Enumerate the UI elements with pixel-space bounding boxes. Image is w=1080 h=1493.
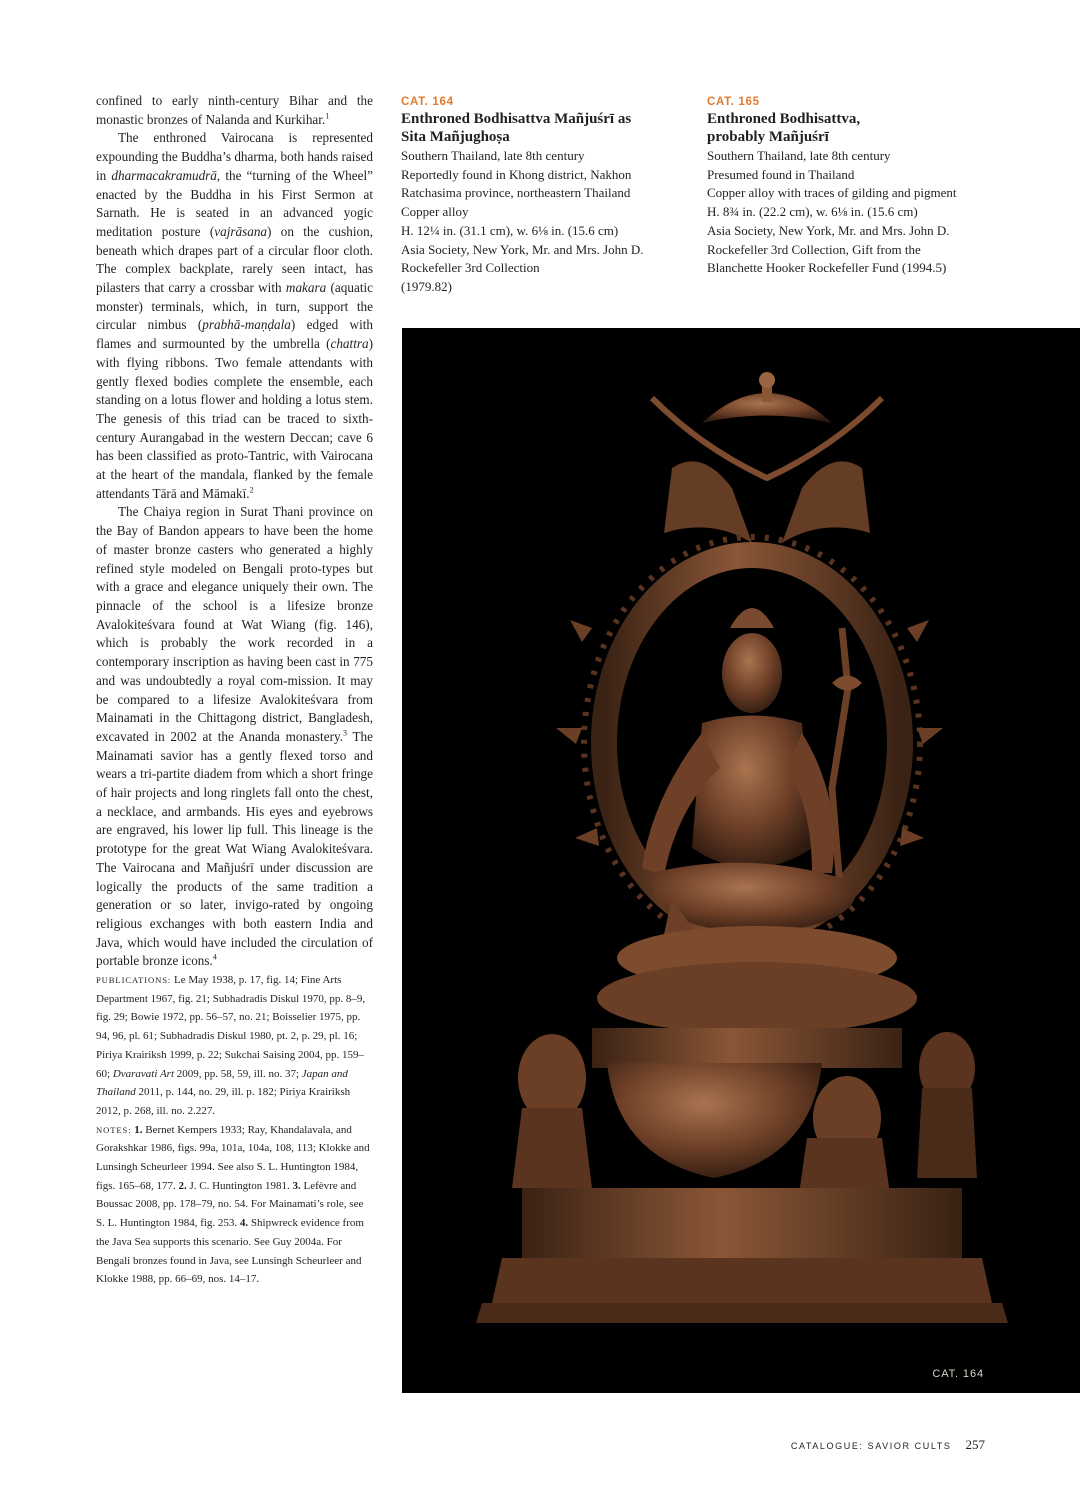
notes-label: NOTES: [96,1124,132,1135]
catalogue-line: Presumed found in Thailand [707,166,855,182]
catalogue-number: CAT. 165 [707,96,760,108]
publications-label: PUBLICATIONS: [96,975,172,986]
catalogue-line: Copper alloy with traces of gilding and pigment [707,185,957,201]
catalogue-line: H. 8¾ in. (22.2 cm), w. 6⅛ in. (15.6 cm) [707,204,918,220]
note-ref-3: 3 [343,728,347,738]
catalogue-line: Reportedly found in Khong district, Nakhon [401,166,632,182]
note-ref-4: 4 [212,952,217,962]
paragraph-1: confined to early ninth-century Bihar and the monastic bronzes of Nalanda and Kurkihar.$^1$ [96,93,373,127]
catalogue-line: (1979.82) [401,278,452,294]
body-text-column [96,92,373,1289]
page-number: 257 [965,1437,985,1452]
publications-block: PUBLICATIONS: Le May 1938, p. 17, fig. 14; Fine Arts Department 1967, fig. 21; Subhadradis Diskul 1970, pp. 8–9, fig. 29; Bowie 1972, pp. 56–57, no. 21; Boisselier 1975, pp. 94, 96, pl. 61; Subhadradis Diskul 1980, pt. 2, p. 29, pl. 16; Piriya Krairiksh 1999, p. 22; Sukchai Saising 2004, pp. 159–60; Dvaravati Art 2009, pp. 58, 59, ill. no. 37; Japan and Thailand 2011, p. 144, no. 29, ill. p. 182; Piriya Krairiksh 2012, p. 268, ill. no. 2.227. [96,974,366,1117]
running-footer [700,1436,985,1454]
bronze-sculpture-illustration [402,328,1080,1393]
catalogue-title: Enthroned Bodhisattva Mañjuśrī as Sita Mañjughoṣa [401,111,632,145]
running-footer-section: CATALOGUE: SAVIOR CULTS [790,1441,952,1451]
bronze-sculpture-photo [402,328,1080,1393]
photo-caption: CAT. 164 [932,1368,984,1380]
catalogue-line: Copper alloy [401,204,469,220]
catalogue-entry-164 [401,94,679,297]
note-ref-1: 1 [325,111,330,121]
catalogue-line: Ratchasima province, northeastern Thailand [401,185,631,201]
catalogue-line: Rockefeller 3rd Collection [401,260,540,276]
catalogue-line: Asia Society, New York, Mr. and Mrs. John D. [707,222,950,238]
catalogue-line: Rockefeller 3rd Collection, Gift from the [707,241,921,257]
catalogue-number: CAT. 164 [401,96,454,108]
catalogue-line: H. 12¼ in. (31.1 cm), w. 6⅛ in. (15.6 cm) [401,222,619,238]
notes-block: NOTES: 1. Bernet Kempers 1933; Ray, Khandalavala, and Gorakshkar 1986, figs. 99a, 101a, 104a, 108, 113; Klokke and Lunsingh Scheurleer 1994. See also S. L. Huntington 1984, figs. 165–68, 177. 2. J. C. Huntington 1981. 3. Lefèvre and Boussac 2008, pp. 178–79, no. 54. For Mainamati’s role, see S. L. Huntington 1984, fig. 253. 4. Shipwreck evidence from the Java Sea supports this scenario. See Guy 2004a. For Bengali bronzes found in Java, see Lunsingh Scheurleer and Klokke 1988, pp. 66–69, nos. 14–17. [96,1123,370,1286]
catalogue-line: Southern Thailand, late 8th century [401,148,585,163]
note-ref-2: 2 [249,485,254,495]
catalogue-title: Enthroned Bodhisattva, probably Mañjuśrī [707,111,861,145]
catalogue-line: Blanchette Hooker Rockefeller Fund (1994.5) [707,260,947,276]
catalogue-line: Asia Society, New York, Mr. and Mrs. John D. [401,241,644,257]
paragraph-2: The enthroned Vairocana is represented expounding the Buddha’s dharma, both hands raised in dharmacakramudrā, the “turning of the Wheel” enacted by the Buddha in his First Sermon at Sarnath. He is seated in an advanced yogic meditation posture (vajrāsana) on the cushion, beneath which drapes part of a circular floor cloth. The complex backplate, rarely seen intact, has pilasters that carry a crossbar with makara (aquatic monster) terminals, which, in turn, support the circular nimbus (prabhā-maṇḍala) edged with flames and surmounted by the umbrella (chattra) with flying ribbons. Two female attendants with gently flexed bodies complete the ensemble, each standing on a lotus flower and holding a lotus stem. The genesis of this triad can be traced to sixth-century Aurangabad in the western Deccan; cave 6 has been classified as proto-Tantric, with Vairocana at the heart of the mandala, flanked by the female attendants Tārā and Māmakī.$^2$ [96,130,373,501]
paragraph-3: The Chaiya region in Surat Thani province on the Bay of Bandon appears to have been the home of master bronze casters who generated a highly refined style modeled on Bengali proto-types but with a grace and elegance uniquely their own. The pinnacle of the school is a lifesize bronze Avalokiteśvara found at Wat Wiang (fig. 146), which is probably the work recorded in a contemporary inscription as having been cast in 775 and was undoubtedly a royal com-mission. It may be compared to a lifesize Avalokiteśvara from Mainamati in the Chittagong district, Bangladesh, excavated in 2002 at the Ananda monastery.$^3$ The Mainamati savior has a gently flexed torso and wears a tri-partite diadem from which a short fringe of hair projects and long ringlets fall onto the chest, a necklace, and armbands. His eyes and eyebrows are engraved, his lower lip full. This lineage is the prototype for the great Wat Wiang Avalokiteśvara. The Vairocana and Mañjuśrī under discussion are logically the products of the same tradition a generation or so later, invigo-rated by ongoing religious exchanges with both eastern India and Java, which would have included the circulation of portable bronze icons.$^4$ [96,504,373,969]
catalogue-line: Southern Thailand, late 8th century [707,148,891,163]
catalogue-entry-165 [707,94,997,278]
